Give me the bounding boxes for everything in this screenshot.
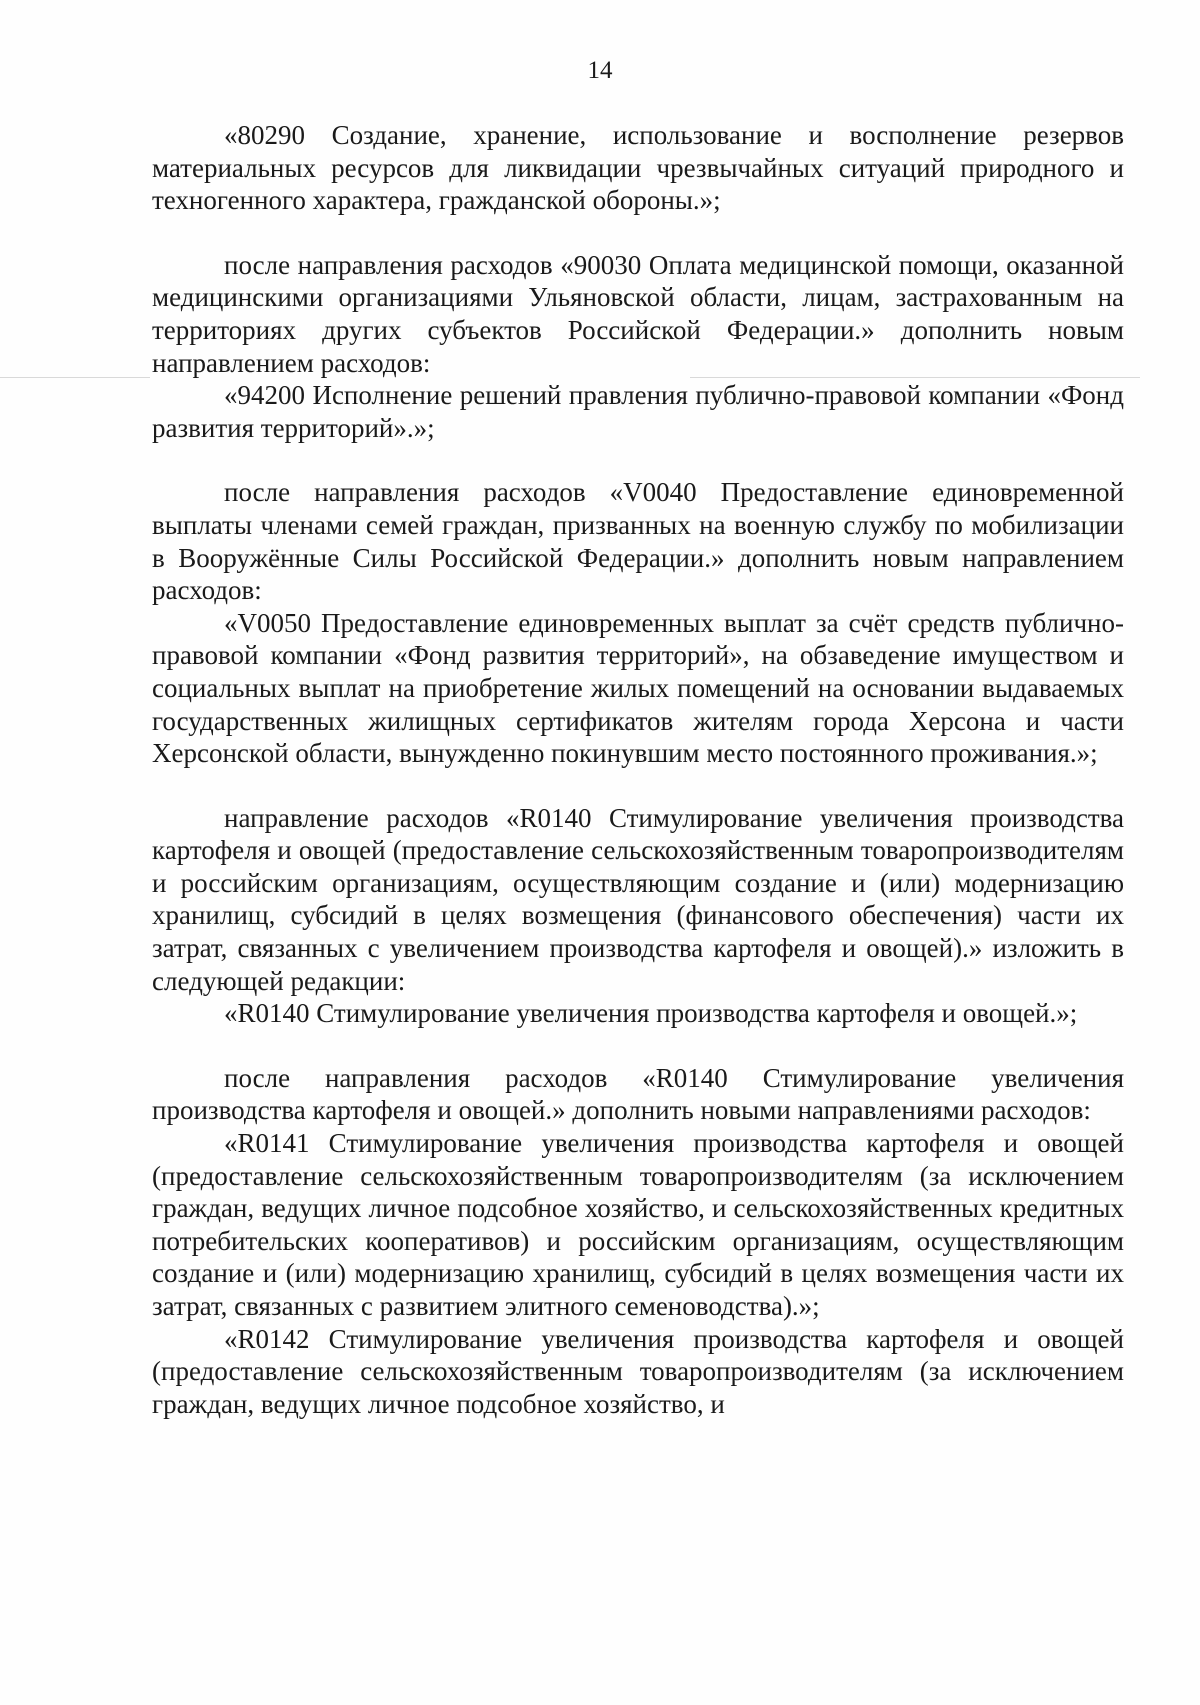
paragraph-after-v0040: после направления расходов «V0040 Предоставление единовременной выплаты членами семей граждан, призванных на военную службу по мобилизации в Вооружённые Силы Российской Федерации.» дополнить новым направлением расходов: (152, 477, 1124, 606)
page-number: 14 (587, 57, 613, 84)
paragraph-80290: «80290 Создание, хранение, использование и восполнение резервов материальных ресурсов для ликвидации чрезвычайных ситуаций природного и техногенного характера, гражданской обороны.»; (152, 120, 1124, 216)
scan-artifact-line (0, 377, 150, 378)
paragraph-r0142: «R0142 Стимулирование увеличения производства картофеля и овощей (предоставление сельскохозяйственным товаропроизводителям (за исключением граждан, ведущих личное подсобное хозяйство, и (152, 1323, 1124, 1419)
paragraph-after-r0140: после направления расходов «R0140 Стимулирование увеличения производства картофеля и овощей.» дополнить новыми направлениями расходов: (152, 1062, 1124, 1126)
paragraph-gap (152, 217, 1124, 249)
document-body (152, 119, 1124, 1420)
paragraph-v0050: «V0050 Предоставление единовременных выплат за счёт средств публично-правовой компании «Фонд развития территорий», на обзаведение имуществом и социальных выплат на приобретение жилых помещений на основании выдаваемых государственных жилищных сертификатов жителям города Херсона и части Херсонской области, вынужденно покинувшим место постоянного проживания.»; (152, 607, 1124, 769)
paragraph-gap (152, 770, 1124, 802)
paragraph-r0140-new-wording: «R0140 Стимулирование увеличения производства картофеля и овощей.»; (224, 998, 1078, 1029)
paragraph-after-90030: после направления расходов «90030 Оплата медицинской помощи, оказанной медицинскими организациями Ульяновской области, лицам, застрахованным на территориях других субъектов Российской Федерации.» дополнить новым направлением расходов: (152, 249, 1124, 378)
paragraph-gap (152, 444, 1124, 476)
scan-artifact-line (690, 377, 1140, 378)
paragraph-r0141: «R0141 Стимулирование увеличения производства картофеля и овощей (предоставление сельскохозяйственным товаропроизводителям (за исключением граждан, ведущих личное подсобное хозяйство, и сельскохозяйственных кредитных потребительских кооперативов) и российским организациям, осуществляющим создание и (или) модернизацию хранилищ, субсидий в целях возмещения части их затрат, связанных с развитием элитного семеноводства).»; (152, 1128, 1124, 1321)
paragraph-r0140-direction: направление расходов «R0140 Стимулирование увеличения производства картофеля и овощей (предоставление сельскохозяйственным товаропроизводителям и российским организациям, осуществляющим создание и (или) модернизацию хранилищ, субсидий в целях возмещения (финансового обеспечения) части их затрат, связанных с увеличением производства картофеля и овощей).» изложить в следующей редакции: (152, 802, 1124, 996)
paragraph-94200: «94200 Исполнение решений правления публично-правовой компании «Фонд развития территорий».»; (152, 380, 1124, 443)
paragraph-gap (152, 1030, 1124, 1062)
